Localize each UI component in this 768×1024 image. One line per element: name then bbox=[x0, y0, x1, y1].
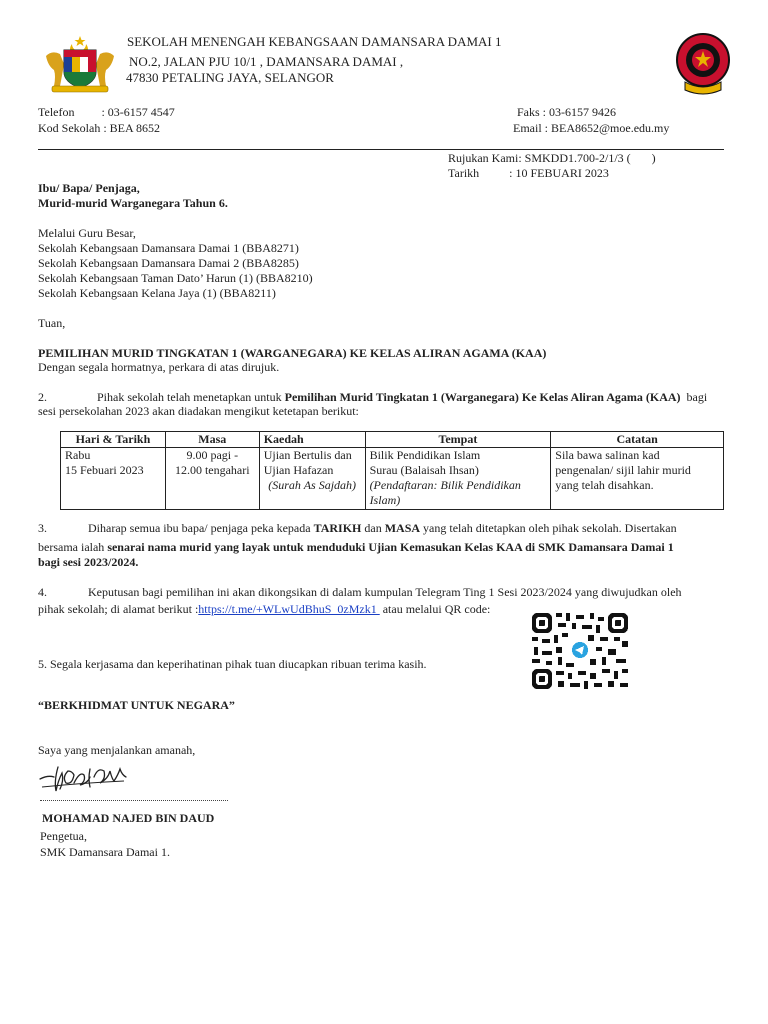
cell-tempat-line: Bilik Pendidikan Islam bbox=[369, 448, 481, 462]
signature-icon bbox=[38, 757, 130, 797]
para2-number: 2. bbox=[38, 390, 47, 404]
cell-masa bbox=[165, 448, 259, 510]
cell-tempat-note-cont: Islam) bbox=[369, 493, 401, 507]
recipient-line-2: Murid-murid Warganegara Tahun 6. bbox=[38, 196, 228, 210]
para4-text-end: atau melalui QR code: bbox=[379, 602, 491, 616]
email: Email : BEA8652@moe.edu.my bbox=[513, 121, 670, 135]
opening-line: Dengan segala hormatnya, perkara di atas dirujuk. bbox=[38, 360, 280, 374]
cell-catatan-line: pengenalan/ sijil lahir murid bbox=[555, 463, 691, 477]
para4-line-2 bbox=[38, 602, 490, 617]
para3-line-2 bbox=[38, 540, 674, 555]
cell-catatan bbox=[551, 448, 724, 510]
cell-masa-start: 9.00 pagi - bbox=[186, 448, 239, 462]
table-row bbox=[61, 448, 724, 510]
school-item: Sekolah Kebangsaan Kelana Jaya (1) (BBA8211) bbox=[38, 286, 276, 300]
cell-masa-end: 12.00 tengahari bbox=[174, 463, 250, 477]
para3-line-1 bbox=[88, 521, 677, 536]
motto: “BERKHIDMAT UNTUK NEGARA” bbox=[38, 698, 235, 712]
signatory-org: SMK Damansara Damai 1. bbox=[40, 845, 170, 859]
cell-kaedah-note: (Surah As Sajdah) bbox=[268, 478, 357, 492]
signature-dotted-line bbox=[40, 800, 228, 801]
closing-line: Saya yang menjalankan amanah, bbox=[38, 743, 196, 757]
school-item: Sekolah Kebangsaan Taman Dato’ Harun (1) (BBA8210) bbox=[38, 271, 313, 285]
qr-code-icon bbox=[530, 611, 630, 691]
para3-line-3: bagi sesi 2023/2024. bbox=[38, 555, 139, 569]
tarikh: Tarikh : 10 FEBUARI 2023 bbox=[448, 166, 609, 180]
signatory-title: Pengetua, bbox=[40, 829, 87, 843]
school-name: SEKOLAH MENENGAH KEBANGSAAN DAMANSARA DAMAI 1 bbox=[127, 34, 502, 49]
faks: Faks : 03-6157 9426 bbox=[517, 105, 616, 119]
header-divider bbox=[38, 149, 724, 150]
school-item: Sekolah Kebangsaan Damansara Damai 2 (BBA8285) bbox=[38, 256, 299, 270]
cell-hari bbox=[61, 448, 166, 510]
col-header-tempat: Tempat bbox=[365, 432, 551, 448]
cell-kaedah bbox=[259, 448, 365, 510]
para3-text: bersama ialah bbox=[38, 540, 108, 554]
subject-heading: PEMILIHAN MURID TINGKATAN 1 (WARGANEGARA) KE KELAS ALIRAN AGAMA (KAA) bbox=[38, 346, 547, 360]
via-line: Melalui Guru Besar, bbox=[38, 226, 136, 240]
cell-tempat-note: (Pendaftaran: Bilik Pendidikan bbox=[369, 478, 521, 492]
rujukan: Rujukan Kami: SMKDD1.700-2/1/3 ( ) bbox=[448, 151, 656, 165]
salutation: Tuan, bbox=[38, 316, 66, 330]
para2-text-end: bagi bbox=[680, 390, 708, 404]
para2-line-2: sesi persekolahan 2023 akan diadakan mengikut ketetapan berikut: bbox=[38, 404, 359, 418]
recipient-line-1: Ibu/ Bapa/ Penjaga, bbox=[38, 181, 140, 195]
schedule-table bbox=[60, 431, 724, 510]
para3-number: 3. bbox=[38, 521, 47, 535]
col-header-kaedah: Kaedah bbox=[259, 432, 365, 448]
para2-text: Pihak sekolah telah menetapkan untuk bbox=[97, 390, 285, 404]
telegram-link[interactable]: https://t.me/+WLwUdBhuS_0zMzk1 bbox=[198, 602, 380, 616]
col-header-masa: Masa bbox=[165, 432, 259, 448]
para5: 5. Segala kerjasama dan keperihatinan pihak tuan diucapkan ribuan terima kasih. bbox=[38, 657, 427, 671]
para3-bold-masa: MASA bbox=[384, 521, 421, 535]
para4-line-1: Keputusan bagi pemilihan ini akan dikongsikan di dalam kumpulan Telegram Ting 1 Sesi 2023/2024 yang diwujudkan oleh bbox=[88, 585, 682, 599]
signatory-name: MOHAMAD NAJED BIN DAUD bbox=[42, 811, 215, 825]
table-header-row bbox=[61, 432, 724, 448]
col-header-hari: Hari & Tarikh bbox=[61, 432, 166, 448]
school-crest-icon bbox=[675, 32, 731, 96]
cell-catatan-line: Sila bawa salinan kad bbox=[555, 448, 660, 462]
cell-hari-date: 15 Febuari 2023 bbox=[65, 463, 144, 477]
para4-number: 4. bbox=[38, 585, 47, 599]
col-header-catatan: Catatan bbox=[551, 432, 724, 448]
school-item: Sekolah Kebangsaan Damansara Damai 1 (BBA8271) bbox=[38, 241, 299, 255]
cell-hari-day: Rabu bbox=[65, 448, 91, 462]
malaysia-coat-of-arms-icon bbox=[40, 34, 120, 94]
para4-text: pihak sekolah; di alamat berikut : bbox=[38, 602, 199, 616]
telefon: Telefon : 03-6157 4547 bbox=[38, 105, 175, 119]
school-address-line-1: NO.2, JALAN PJU 10/1 , DAMANSARA DAMAI , bbox=[129, 54, 404, 69]
cell-tempat bbox=[365, 448, 551, 510]
para3-text-mid: dan bbox=[361, 521, 385, 535]
school-address-line-2: 47830 PETALING JAYA, SELANGOR bbox=[126, 70, 334, 85]
cell-kaedah-line: Ujian Hafazan bbox=[263, 463, 334, 477]
para3-bold-tarikh: TARIKH bbox=[313, 521, 362, 535]
para2-line-1 bbox=[97, 390, 707, 405]
para2-bold: Pemilihan Murid Tingkatan 1 (Warganegara) Ke Kelas Aliran Agama (KAA) bbox=[284, 390, 681, 404]
kod-sekolah: Kod Sekolah : BEA 8652 bbox=[38, 121, 160, 135]
cell-kaedah-line: Ujian Bertulis dan bbox=[263, 448, 352, 462]
para3-text-end: yang telah ditetapkan oleh pihak sekolah. Disertakan bbox=[420, 521, 677, 535]
cell-tempat-line: Surau (Balaisah Ihsan) bbox=[369, 463, 479, 477]
cell-catatan-line: yang telah disahkan. bbox=[555, 478, 654, 492]
para3-text: Diharap semua ibu bapa/ penjaga peka kepada bbox=[88, 521, 314, 535]
para3-bold: senarai nama murid yang layak untuk menduduki Ujian Kemasukan Kelas KAA di SMK Damansara Damai 1 bbox=[107, 540, 674, 554]
